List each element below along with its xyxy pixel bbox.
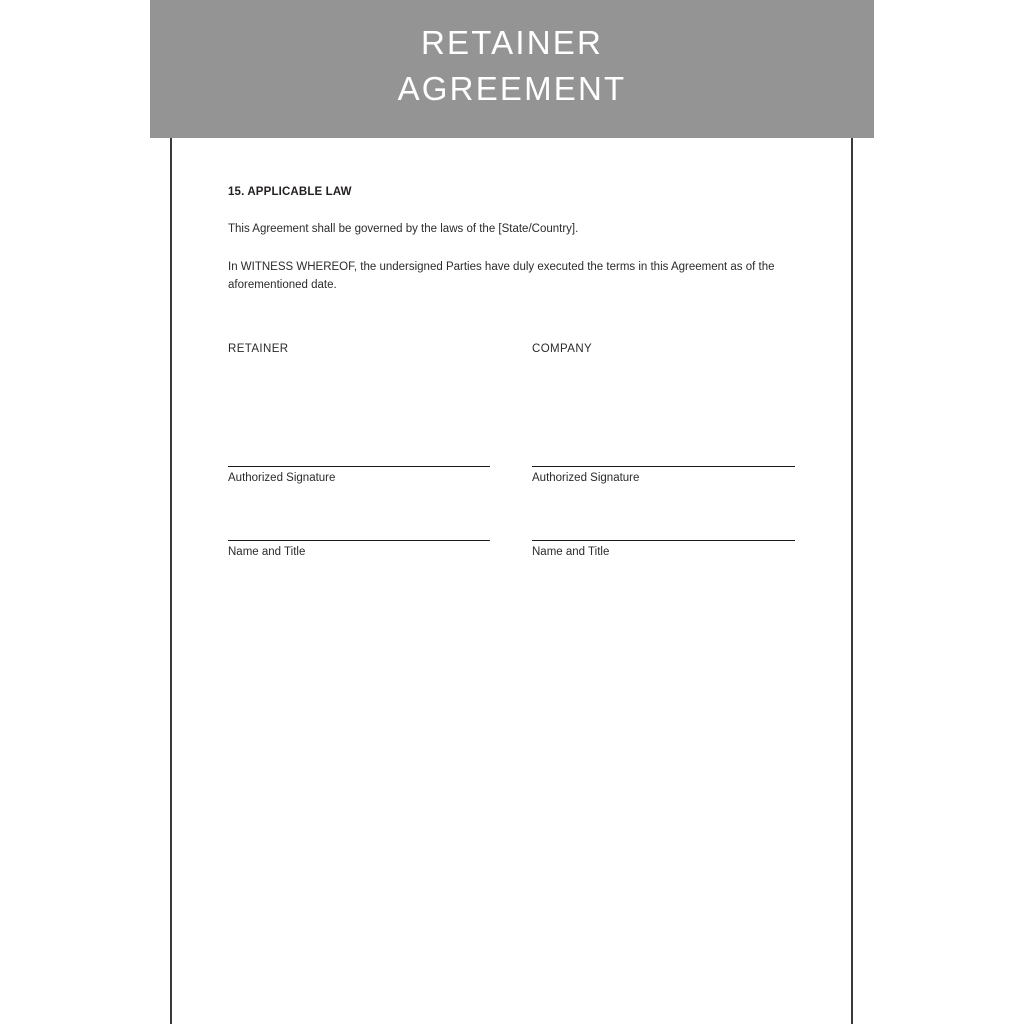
clause-section: [228, 186, 798, 314]
retainer-signature-line[interactable]: [228, 466, 490, 467]
party-label-retainer: RETAINER: [228, 343, 289, 355]
paragraph-governing-law: This Agreement shall be governed by the laws of the [State/Country].: [228, 223, 579, 235]
document-sheet: [150, 0, 874, 1024]
signature-column-retainer: [228, 343, 490, 558]
retainer-signature-caption: Authorized Signature: [228, 472, 336, 484]
company-nametitle-caption: Name and Title: [532, 546, 610, 558]
document-title-band: [150, 0, 874, 138]
company-nametitle-line[interactable]: [532, 540, 795, 541]
document-title-line-2: AGREEMENT: [397, 70, 627, 107]
document-title-line-1: RETAINER: [420, 24, 603, 61]
company-signature-caption: Authorized Signature: [532, 472, 640, 484]
signature-block: [228, 343, 874, 573]
party-label-company: COMPANY: [532, 343, 593, 355]
retainer-nametitle-line[interactable]: [228, 540, 490, 541]
retainer-nametitle-caption: Name and Title: [228, 546, 306, 558]
company-signature-line[interactable]: [532, 466, 795, 467]
company-nametitle-field[interactable]: [532, 540, 795, 560]
page-border-left: [170, 138, 172, 1024]
paragraph-witness-whereof: In WITNESS WHEREOF, the undersigned Parties have duly executed the terms in this Agreement as of the aforementioned date.: [228, 261, 775, 291]
retainer-nametitle-field[interactable]: [228, 540, 490, 560]
section-heading: 15. APPLICABLE LAW: [228, 186, 352, 198]
company-signature-field[interactable]: [532, 466, 795, 486]
retainer-signature-field[interactable]: [228, 466, 490, 486]
page-border-right: [851, 138, 853, 1024]
signature-column-company: [532, 343, 795, 558]
